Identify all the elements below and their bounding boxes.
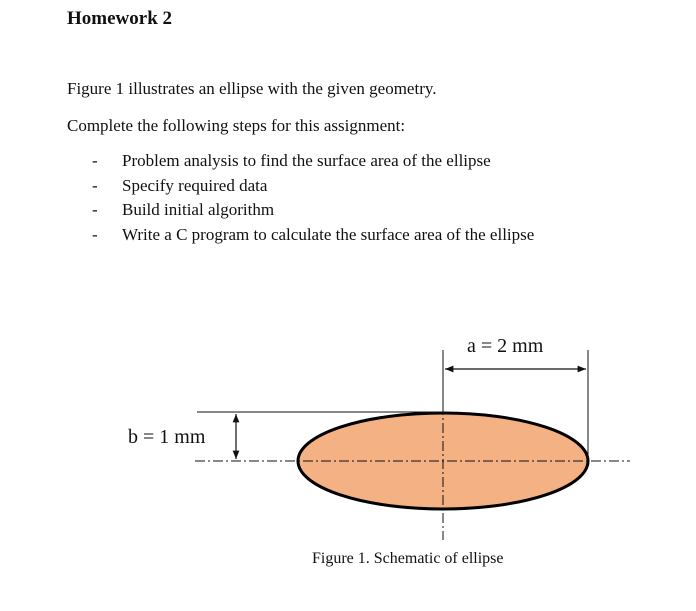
page-title: Homework 2 xyxy=(67,8,173,29)
instructions-paragraph: Complete the following steps for this assignment: xyxy=(67,116,406,135)
bullet-dash: - xyxy=(92,151,98,170)
bullet-dash: - xyxy=(92,225,98,244)
bullet-dash: - xyxy=(92,200,98,219)
a-dimension-label: a = 2 mm xyxy=(467,335,544,357)
step-text: Specify required data xyxy=(122,176,268,195)
bullet-dash: - xyxy=(92,176,98,195)
b-dimension-label: b = 1 mm xyxy=(128,426,206,448)
step-text: Write a C program to calculate the surface area of the ellipse xyxy=(122,225,535,244)
figure-caption: Figure 1. Schematic of ellipse xyxy=(312,550,504,567)
intro-paragraph: Figure 1 illustrates an ellipse with the given geometry. xyxy=(67,79,437,98)
step-text: Build initial algorithm xyxy=(122,200,275,219)
step-text: Problem analysis to find the surface area of the ellipse xyxy=(122,151,491,170)
